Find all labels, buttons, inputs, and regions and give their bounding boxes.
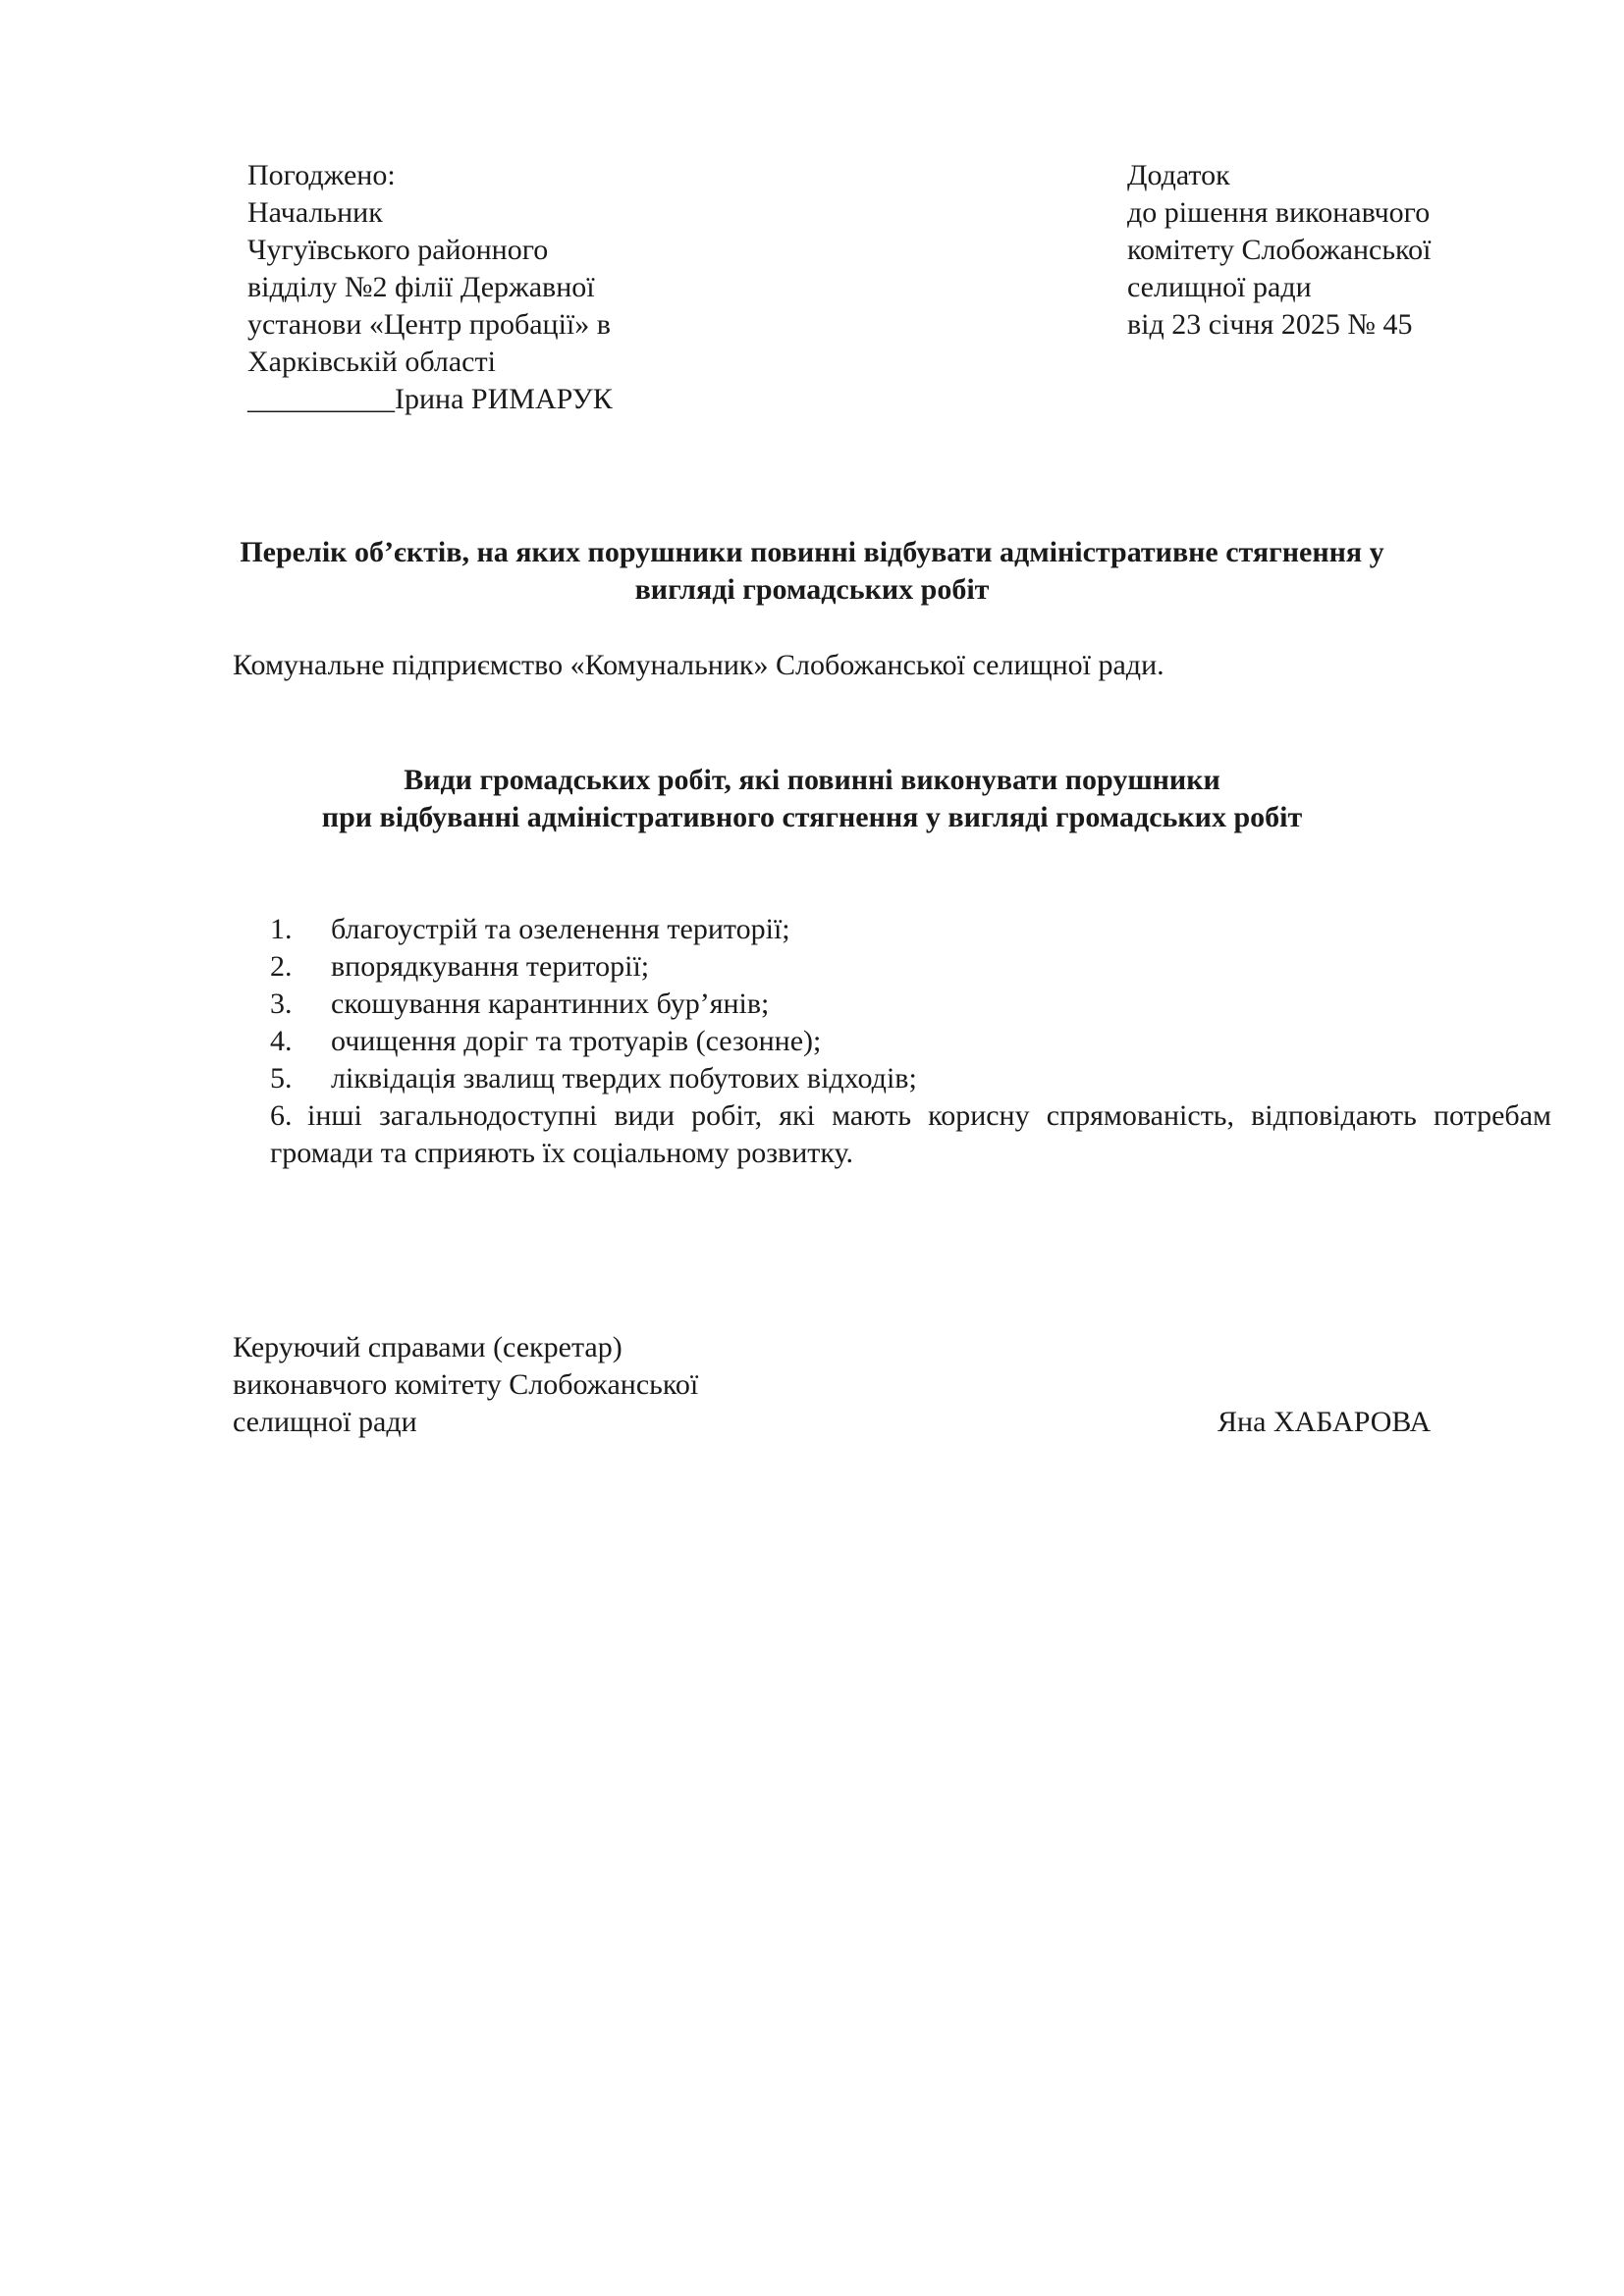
list-item bbox=[270, 986, 1551, 1023]
list-item bbox=[270, 1023, 1551, 1060]
appendix-line-3: комітету Слобожанської bbox=[1127, 234, 1432, 266]
appendix-block bbox=[1127, 157, 1559, 344]
list-item bbox=[270, 1097, 1551, 1172]
approval-position: Начальник bbox=[247, 196, 383, 229]
appendix-line-2: до рішення виконавчого bbox=[1127, 196, 1431, 229]
list-item-number: 3. bbox=[270, 988, 293, 1020]
signature-position-line-3: селищної ради bbox=[233, 1406, 417, 1438]
objects-title bbox=[196, 534, 1428, 609]
list-item-number: 6. bbox=[270, 1099, 293, 1132]
list-item-text: скошування карантинних бур’янів; bbox=[331, 988, 770, 1020]
approval-heading: Погоджено: bbox=[247, 159, 396, 191]
list-item-text: ліквідація звалищ твердих побутових відходів; bbox=[331, 1062, 917, 1095]
list-item-text: інші загальнодоступні види робіт, які мають корисну спрямованість, відповідають потребам громади та сприяють їх соціальному розвитку. bbox=[270, 1099, 1551, 1169]
list-item-text: очищення доріг та тротуарів (сезонне); bbox=[331, 1025, 822, 1057]
approval-signatory: __________Ірина РИМАРУК bbox=[247, 383, 613, 415]
signature-position-block bbox=[233, 1329, 1018, 1441]
approval-department-line-3: установи «Центр пробації» в bbox=[247, 308, 611, 341]
signature-position-line-1: Керуючий справами (секретар) bbox=[233, 1331, 623, 1363]
works-list bbox=[270, 911, 1551, 1172]
enterprise-text: Комунальне підприємство «Комунальник» Слобожанської селищної ради. bbox=[233, 649, 1164, 681]
appendix-line-4: селищної ради bbox=[1127, 271, 1312, 303]
list-item-number: 4. bbox=[270, 1025, 293, 1057]
list-item bbox=[270, 1060, 1551, 1097]
signature-name: Яна ХАБАРОВА bbox=[1218, 1406, 1432, 1438]
approval-department-line-1: Чугуївського районного bbox=[247, 234, 549, 266]
signature-position-line-2: виконавчого комітету Слобожанської bbox=[233, 1368, 699, 1401]
works-title-line-1: Види громадських робіт, які повинні виконувати порушники bbox=[404, 764, 1220, 796]
works-title bbox=[196, 762, 1428, 836]
appendix-heading: Додаток bbox=[1127, 159, 1230, 191]
list-item-number: 2. bbox=[270, 950, 293, 983]
objects-title-line-2: вигляді громадських робіт bbox=[634, 573, 990, 606]
objects-title-line-1: Перелік об’єктів, на яких порушники повинні відбувати адміністративне стягнення у bbox=[240, 536, 1384, 568]
list-item-text: впорядкування території; bbox=[331, 950, 650, 983]
list-item bbox=[270, 948, 1551, 986]
approval-region: Харківській області bbox=[247, 346, 496, 378]
approval-block bbox=[247, 157, 758, 418]
list-item bbox=[270, 911, 1551, 948]
list-item-number: 5. bbox=[270, 1062, 293, 1095]
list-item-number: 1. bbox=[270, 913, 293, 945]
works-title-line-2: при відбуванні адміністративного стягнення у вигляді громадських робіт bbox=[321, 801, 1303, 833]
list-item-text: благоустрій та озеленення території; bbox=[331, 913, 790, 945]
approval-department-line-2: відділу №2 філії Державної bbox=[247, 271, 595, 303]
appendix-decision-date: від 23 січня 2025 № 45 bbox=[1127, 308, 1413, 341]
